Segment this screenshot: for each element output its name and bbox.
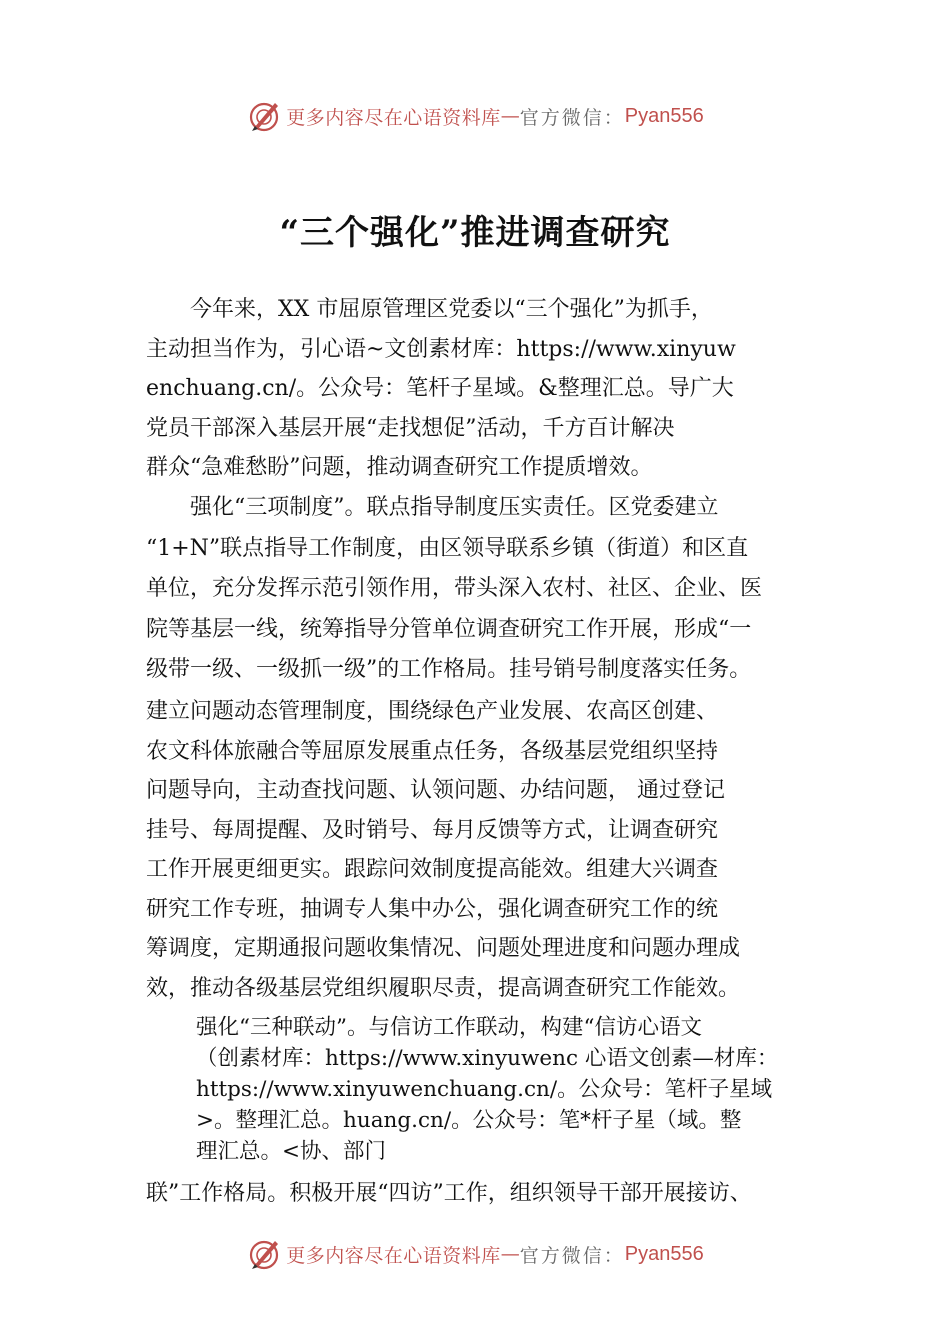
brush-logo-icon xyxy=(246,98,282,134)
paragraph-line: （创素材库：https://www.xinyuwenc 心语文创素—材库： xyxy=(196,1046,779,1071)
banner-dash: — xyxy=(500,1243,520,1265)
paragraph-line: 挂号、每周提醒、及时销号、每月反馈等方式，让调查研究 xyxy=(146,817,719,843)
paragraph-line: enchuang.cn/。公众号：笔杆子星域。&整理汇总。导广大 xyxy=(146,376,734,401)
paragraph-1 xyxy=(146,290,822,488)
paragraph-5 xyxy=(146,1176,846,1212)
paragraph-line: “1+N”联点指导工作制度，由区领导联系乡镇（街道）和区直 xyxy=(146,535,749,561)
paragraph-line: 单位，充分发挥示范引领作用，带头深入农村、社区、企业、医 xyxy=(146,576,763,601)
paragraph-line: 筹调度，定期通报问题收集情况、问题处理进度和问题办理成 xyxy=(146,936,741,961)
paragraph-line: 工作开展更细更实。跟踪问效制度提高能效。组建大兴调查 xyxy=(146,857,719,882)
paragraph-line: 问题导向，主动查找问题、认领问题、办结问题， 通过登记 xyxy=(146,778,725,803)
paragraph-line: 今年来，XX 市屈原管理区党委以“三个强化”为抓手， xyxy=(190,297,713,322)
brush-logo-icon xyxy=(246,1236,282,1272)
paragraph-line: 建立问题动态管理制度，围绕绿色产业发展、农高区创建、 xyxy=(146,699,719,724)
paragraph-line: 联”工作格局。积极开展“四访”工作，组织领导干部开展接访、 xyxy=(146,1181,752,1206)
paragraph-line: 效，推动各级基层党组织履职尽责，提高调查研究工作能效。 xyxy=(146,975,741,1001)
document-title: “三个强化”推进调查研究 xyxy=(279,212,671,253)
paragraph-line: https://www.xinyuwenchuang.cn/。公众号：笔杆子星域 xyxy=(196,1077,773,1102)
paragraph-line: 党员干部深入基层开展“走找想促”活动，千方百计解决 xyxy=(146,415,675,441)
paragraph-line: 农文科体旅融合等屈原发展重点任务，各级基层党组织坚持 xyxy=(146,738,719,764)
banner-slogan: 更多内容尽在心语资料库 xyxy=(286,1244,501,1267)
banner-wechat-id: Pyan556 xyxy=(624,1242,704,1265)
paragraph-4 xyxy=(196,1012,836,1167)
paragraph-line: 强化“三项制度”。联点指导制度压实责任。区党委建立 xyxy=(190,495,719,520)
banner-wechat-label: 官方微信： xyxy=(519,106,625,129)
paragraph-line: 强化“三种联动”。与信访工作联动，构建“信访心语文 xyxy=(196,1015,702,1040)
banner-slogan: 更多内容尽在心语资料库 xyxy=(286,106,501,129)
paragraph-line: 主动担当作为，引心语~文创素材库：https://www.xinyuw xyxy=(146,336,736,362)
paragraph-3 xyxy=(146,692,822,1008)
paragraph-2 xyxy=(146,488,822,691)
paragraph-line: >。整理汇总。huang.cn/。公众号：笔*杆子星（域。整 xyxy=(196,1108,742,1133)
header-banner xyxy=(0,94,950,138)
paragraph-line: 群众“急难愁盼”问题，推动调查研究工作提质增效。 xyxy=(146,455,653,480)
banner-wechat-label: 官方微信： xyxy=(519,1244,625,1267)
paragraph-line: 级带一级、一级抓一级”的工作格局。挂号销号制度落实任务。 xyxy=(146,657,752,682)
paragraph-line: 研究工作专班，抽调专人集中办公，强化调查研究工作的统 xyxy=(146,896,719,922)
paragraph-line: 理汇总。<协、部门 xyxy=(196,1139,387,1164)
footer-banner xyxy=(0,1232,950,1276)
paragraph-line: 院等基层一线，统筹指导分管单位调查研究工作开展，形成“一 xyxy=(146,616,752,642)
banner-dash: — xyxy=(500,105,520,127)
banner-wechat-id: Pyan556 xyxy=(624,104,704,127)
